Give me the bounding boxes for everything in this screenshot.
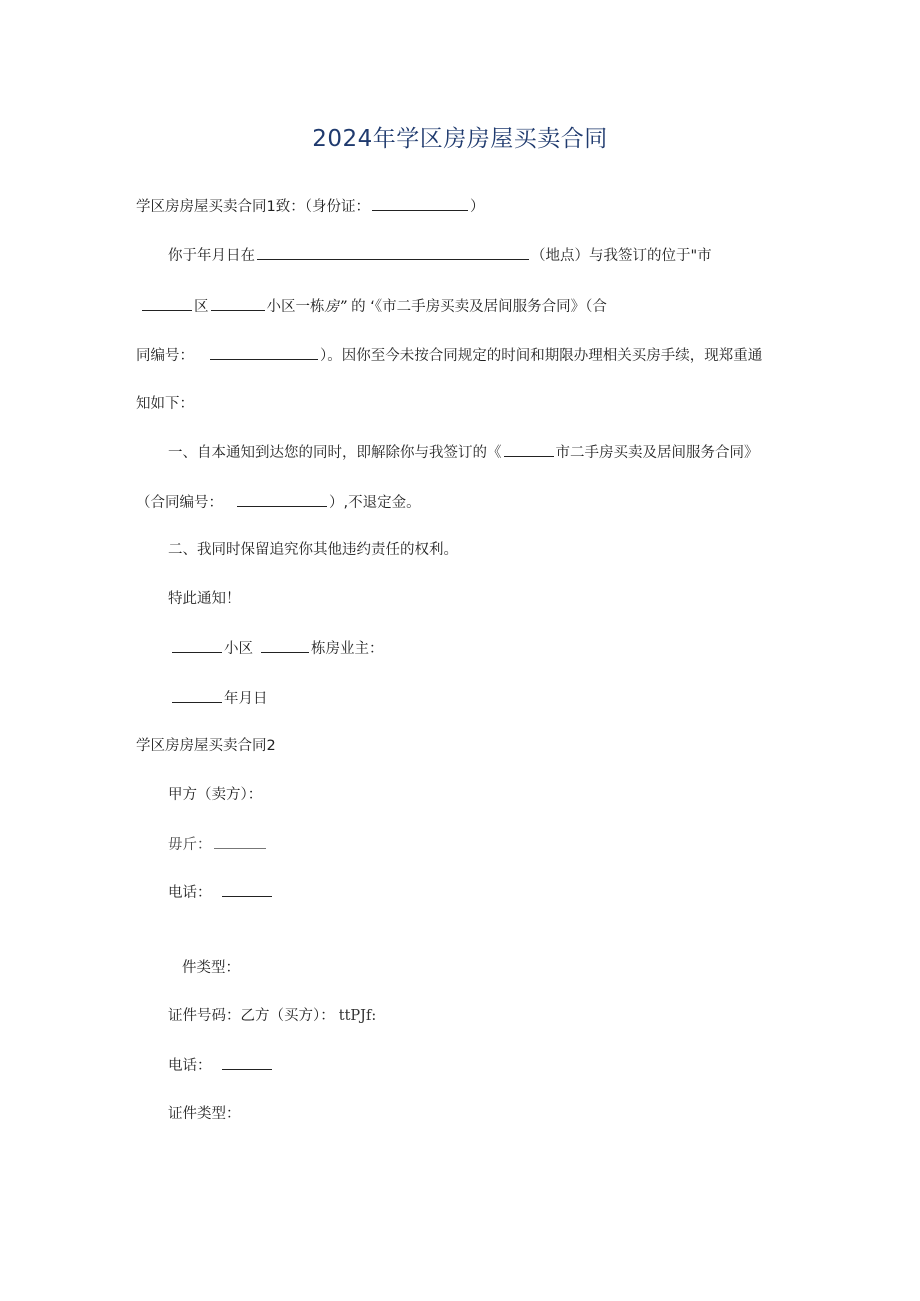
para1-text-c: 区 bbox=[194, 299, 209, 315]
phone-a-label: 电话： bbox=[168, 885, 212, 901]
item1b-text-b: ）,不退定金。 bbox=[329, 495, 421, 511]
building-blank bbox=[261, 638, 309, 653]
owner-signature-line bbox=[170, 638, 384, 659]
community-blank bbox=[172, 638, 222, 653]
item1-text-a: 一、自本通知到达您的同时，即解除你与我签订的《 bbox=[168, 445, 502, 461]
para2-line bbox=[136, 345, 762, 366]
id-type-a-line: 件类型： bbox=[182, 960, 240, 976]
para1-line2 bbox=[140, 296, 607, 317]
para2-text-a: 同编号： bbox=[136, 348, 194, 364]
item1-line2 bbox=[136, 492, 421, 513]
ocr-tail-text: ttPJf: bbox=[338, 1008, 377, 1024]
city-blank bbox=[142, 296, 192, 311]
para1-text-b: （地点）与我签订的位于"市 bbox=[531, 248, 712, 264]
document-title: 2024年学区房房屋买卖合同 bbox=[312, 126, 608, 152]
para1-line1 bbox=[168, 245, 712, 266]
id-number-party-b-text: 证件号码：乙方（买方）： bbox=[168, 1008, 335, 1024]
item1-text-b: 市二手房买卖及居间服务合同》 bbox=[555, 445, 759, 461]
date-blank bbox=[172, 688, 222, 703]
item2-line: 二、我同时保留追究你其他违约责任的权利。 bbox=[168, 542, 458, 558]
para1-text-d: 小区一栋 bbox=[266, 299, 325, 315]
contract-number-blank bbox=[210, 345, 318, 360]
para1-text-a: 你于年月日在 bbox=[168, 248, 255, 264]
para1-italic: 房” bbox=[324, 299, 347, 315]
phone-b-blank bbox=[222, 1055, 272, 1070]
notice-line: 特此通知！ bbox=[168, 591, 241, 607]
party-a-line: 甲方（卖方）： bbox=[168, 787, 263, 803]
phone-a-blank bbox=[222, 882, 272, 897]
sign-text-b: 栋房业主： bbox=[311, 641, 384, 657]
location-blank bbox=[257, 245, 529, 260]
id-type-b-line: 证件类型： bbox=[168, 1106, 241, 1122]
id-number-party-b-line bbox=[168, 1006, 376, 1026]
phone-b-label: 电话： bbox=[168, 1058, 212, 1074]
ocr-field-line bbox=[168, 834, 268, 855]
phone-b-line bbox=[168, 1055, 274, 1076]
item1-line1 bbox=[168, 442, 759, 463]
date-text: 年月日 bbox=[224, 691, 268, 707]
heading-prefix: 学区房房屋买卖合同1致：（身份证： bbox=[136, 199, 370, 215]
section2-heading: 学区房房屋买卖合同2 bbox=[136, 738, 276, 754]
id-card-blank bbox=[372, 196, 468, 211]
para2-text-b: ）。因你至今未按合同规定的时间和期限办理相关买房手续，现郑重通 bbox=[320, 348, 763, 364]
ocr-field-blank bbox=[214, 834, 266, 849]
date-line bbox=[170, 688, 268, 709]
item1b-text-a: （合同编号： bbox=[136, 495, 223, 511]
para1-text-e: 的 ‘《市二手房买卖及居间服务合同》（合 bbox=[346, 299, 607, 315]
item1-city-blank bbox=[504, 442, 554, 457]
para3-line: 知如下： bbox=[136, 396, 194, 412]
heading-suffix: ） bbox=[469, 199, 485, 215]
item1-contract-number-blank bbox=[237, 492, 327, 507]
district-blank bbox=[211, 296, 265, 311]
section1-heading bbox=[136, 196, 484, 217]
phone-a-line bbox=[168, 882, 274, 903]
sign-text-a: 小区 bbox=[224, 641, 253, 657]
ocr-field-text: 毋斤： bbox=[168, 837, 212, 853]
